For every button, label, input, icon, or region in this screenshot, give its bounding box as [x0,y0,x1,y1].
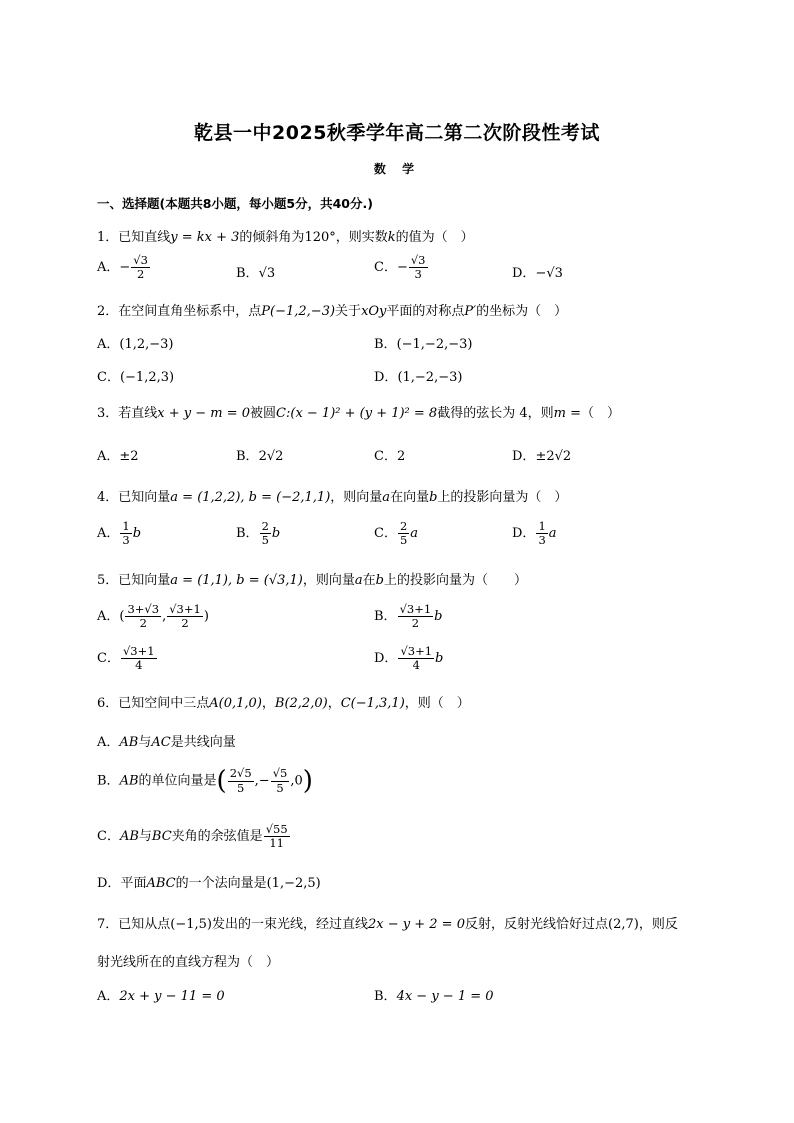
subject-heading: 数 学 [373,162,421,176]
question-3-option-a[interactable]: A．±2 [97,449,139,464]
question-1-option-b[interactable]: B．√3 [236,266,276,281]
question-1-option-c[interactable]: C．− $\frac{√3}{3}$ [374,253,426,282]
question-3-option-b[interactable]: B．2√2 [236,449,284,464]
question-4-option-c[interactable]: C． $\frac{2}{5}$ a [374,519,419,548]
question-7-option-a[interactable]: A．2x + y − 11 = 0 [97,989,225,1004]
question-1-option-d[interactable]: D．−√3 [512,266,563,281]
question-1-stem: 1．已知直线y = kx + 3的倾斜角为120°，则实数k的值为（ ） [97,230,474,245]
question-2-stem: 2．在空间直角坐标系中，点P(−1,2,−3)关于xOy平面的对称点P′的坐标为（ ） [97,304,568,319]
question-4-option-d[interactable]: D． $\frac{1}{3}$ a [512,519,557,548]
question-4-option-b[interactable]: B． $\frac{2}{5}$ b [236,519,281,548]
question-7-stem-line-2: 射光线所在的直线方程为（ ） [97,955,280,970]
question-5-stem: 5．已知向量a = (1,1), b = (√3,1)，则向量a在b上的投影向量为（ ） [97,573,527,588]
exam-title: 乾县一中2025秋季学年高二第二次阶段性考试 [194,122,600,144]
question-5-option-b[interactable]: B． $\frac{√3+1}{2}$ b [374,602,443,631]
question-6-option-b[interactable]: B．AB的单位向量是( $\frac{2√5}{5}$ ,− $\frac{√5}{5}$ ,0) [97,766,313,796]
question-6-option-a[interactable]: A．AB与AC是共线向量 [97,735,236,750]
question-6-option-d[interactable]: D．平面ABC的一个法向量是(1,−2,5) [97,876,321,891]
question-7-stem-line-1: 7．已知从点(−1,5)发出的一束光线，经过直线2x − y + 2 = 0反射，反射光线恰好过点(2,7)，则反 [97,917,678,932]
question-3-stem: 3．若直线x + y − m = 0被圆C:(x − 1)² + (y + 1)² = 8截得的弦长为 4，则m =（ ） [97,406,620,421]
question-2-option-a[interactable]: A．(1,2,−3) [97,337,174,352]
question-6-option-c[interactable]: C．AB与BC夹角的余弦值是 $\frac{√55}{11}$ [97,822,288,851]
question-4-option-a[interactable]: A． $\frac{1}{3}$ b [97,519,142,548]
question-2-option-c[interactable]: C．(−1,2,3) [97,370,175,385]
question-5-option-c[interactable]: C． $\frac{√3+1}{4}$ [97,644,155,673]
question-2-option-d[interactable]: D．(1,−2,−3) [374,370,463,385]
section-heading: 一、选择题(本题共8小题，每小题5分，共40分.) [97,196,373,211]
question-7-option-b[interactable]: B．4x − y − 1 = 0 [374,989,494,1004]
question-4-stem: 4．已知向量a = (1,2,2), b = (−2,1,1)，则向量a在向量b上的投影向量为（ ） [97,490,568,505]
question-5-option-a[interactable]: A．( $\frac{3+√3}{2}$ , $\frac{√3+1}{2}$ ) [97,602,209,631]
question-1-option-a[interactable]: A．− $\frac{√3}{2}$ [97,253,148,282]
question-2-option-b[interactable]: B．(−1,−2,−3) [374,337,473,352]
question-5-option-d[interactable]: D． $\frac{√3+1}{4}$ b [374,644,444,673]
question-3-option-c[interactable]: C．2 [374,449,406,464]
question-3-option-d[interactable]: D．±2√2 [512,449,572,464]
question-6-stem: 6．已知空间中三点A(0,1,0)，B(2,2,0)，C(−1,3,1)，则（ ） [97,696,470,711]
